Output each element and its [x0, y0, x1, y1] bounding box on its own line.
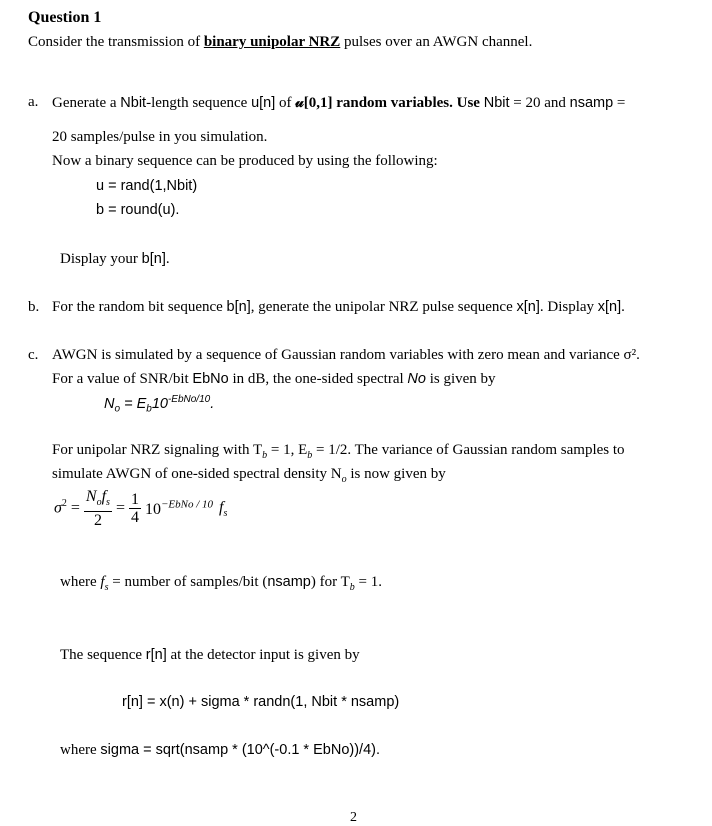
part-c-line1: AWGN is simulated by a sequence of Gaussian random variables with zero mean and variance σ².: [52, 347, 640, 363]
code-line-rand: u = rand(1,Nbit): [96, 178, 198, 194]
part-c-para2-line1: For unipolar NRZ signaling with $T_b = 1$, $E_b = 1/2$. The variance of Gaussian random samples to: [52, 442, 625, 461]
part-a-line1: Generate a Nbit-length sequence u[n] of 𝓊[0,1] random variables. Use Nbit = 20 and nsamp =: [52, 95, 626, 111]
part-a-line2: 20 samples/pulse in you simulation.: [52, 129, 268, 145]
part-b-text: For the random bit sequence b[n], generate the unipolar NRZ pulse sequence x[n]. Display x[n].: [52, 299, 625, 315]
part-b-label: b.: [28, 299, 40, 315]
question-intro: Consider the transmission of binary unipolar NRZ pulses over an AWGN channel.: [28, 34, 533, 50]
part-a-display: Display your b[n].: [60, 251, 170, 267]
part-a-line3: Now a binary sequence can be produced by using the following:: [52, 153, 438, 169]
part-c-label: c.: [28, 347, 39, 363]
question-title: Question 1: [28, 9, 102, 26]
part-c-line2: For a value of SNR/bit EbNo in dB, the one-sided spectral No is given by: [52, 371, 496, 387]
variance-formula: $\sigma^2$ = $\frac{N_of_s}{2}$ = $\frac{1}{4}$ $10^{-EbNo / 10}$ $f_s$: [54, 488, 228, 530]
formula-no: $N_o = E_b10^{-EbNo/10}$.: [104, 394, 215, 415]
part-c-para2-line2: simulate AWGN of one-sided spectral density $N_o$ is now given by: [52, 466, 446, 485]
code-line-round: b = round(u).: [96, 202, 180, 218]
code-line-rn: r[n] = x(n) + sigma * randn(1, Nbit * nsamp): [122, 694, 400, 710]
sequence-rn-text: The sequence r[n] at the detector input is given by: [60, 647, 360, 663]
part-a-label: a.: [28, 94, 39, 110]
where-sigma: where sigma = sqrt(nsamp * (10^(-0.1 * EbNo))/4).: [60, 742, 380, 758]
bold-term: binary unipolar NRZ: [203, 34, 341, 50]
page-number: 2: [350, 810, 357, 825]
where-fs: where $f_s$ = number of samples/bit (nsamp) for $T_b = 1$.: [60, 574, 382, 593]
